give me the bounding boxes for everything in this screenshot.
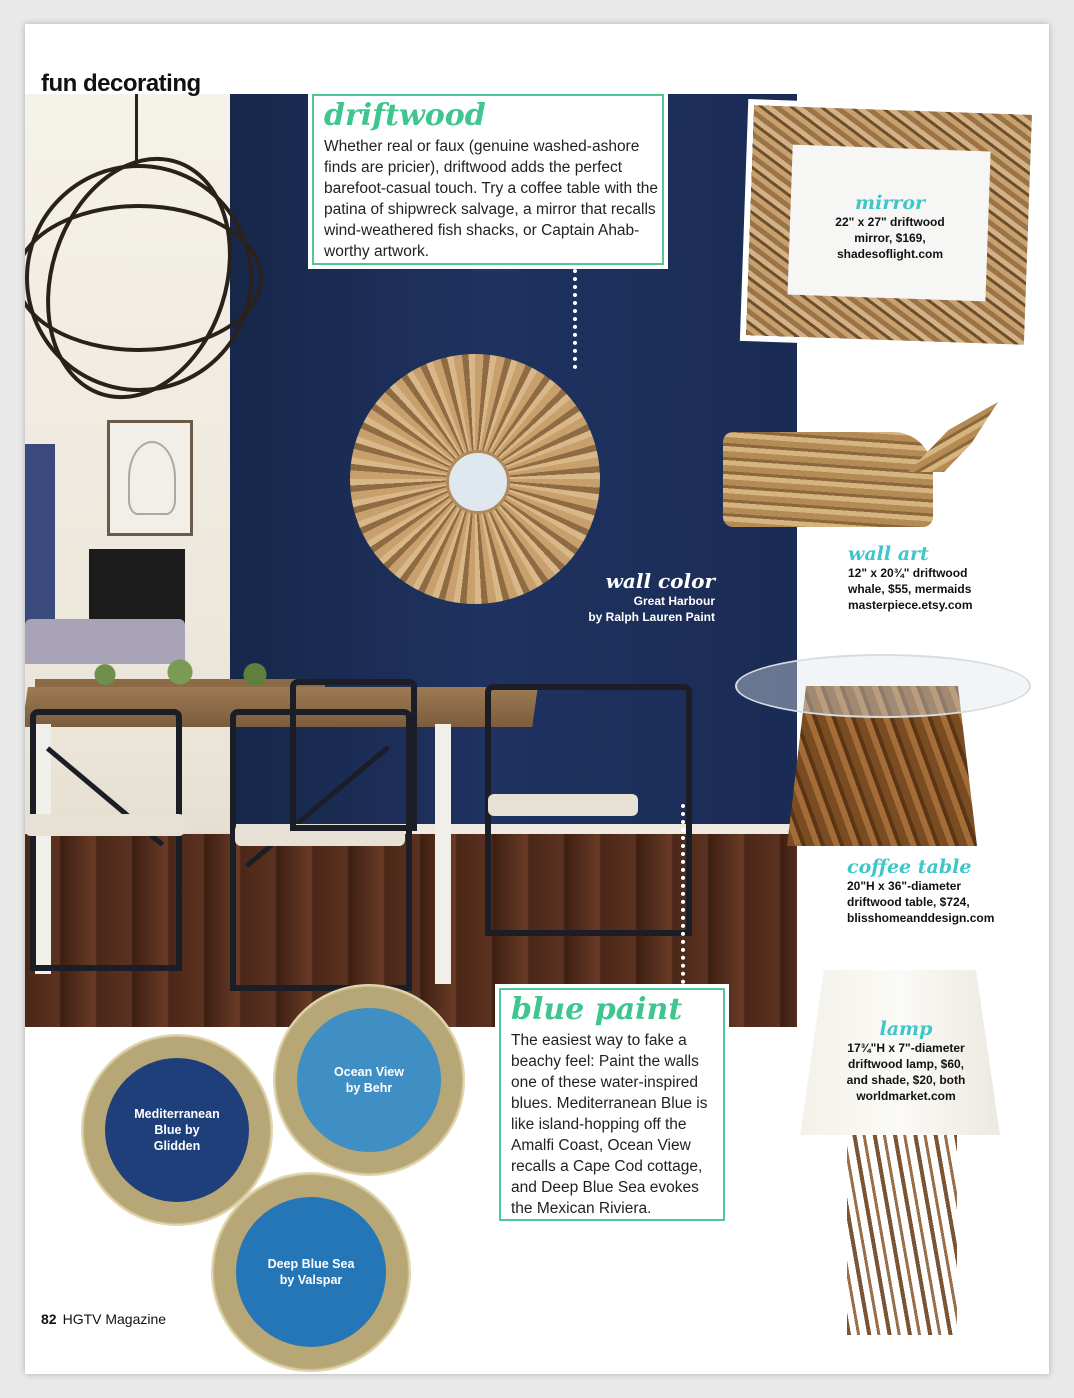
mirror-name: mirror [854,192,926,214]
paint-name: Ocean View [334,1065,404,1079]
driftwood-whale-product [723,402,1003,532]
lamp-name: lamp [879,1018,933,1040]
paint-swatch [297,1008,441,1152]
paint-can-ocean-view [273,984,465,1176]
chair-cushion [488,794,638,816]
blue-paint-body: The easiest way to fake a beachy feel: Paint the walls one of these water-inspired blues. Mediterranean Blue is like island-hopping off the Amalfi Coast, Ocean View recalls a Cape Cod cottage, and Deep Blue Sea evokes the Mexican Riviera. [511,1032,708,1217]
coffee-table-name: coffee table [847,856,972,878]
lamp-source: worldmarket.com [856,1089,956,1103]
wall-color-brand: by Ralph Lauren Paint [588,610,715,624]
wall-art-price: whale, $55, mermaids [848,582,972,596]
paint-name: Mediterranean [134,1107,220,1121]
dotted-arrow [681,804,685,984]
paint-brand: by Behr [345,1081,393,1095]
dotted-arrow [573,269,577,369]
mirror-source: shadesoflight.com [836,247,943,261]
succulents [55,659,305,685]
chandelier-chain [135,94,138,166]
driftwood-body: Whether real or faux (genuine washed-ashore finds are pricier), driftwood adds the perfect barefoot-casual touch. Try a coffee table with the patina of shipwreck salvage, a mirror that recalls wind-weathered fish shacks, or Captain Ahab-worthy artwork. [324,138,659,260]
page-number: 82 [41,1311,57,1327]
wall-art-size: 12" x 20¾" driftwood [848,566,968,580]
sunburst-driftwood-mirror [350,354,600,604]
driftwood-coffee-table-product [735,654,1030,849]
mirror-caption [820,192,960,262]
sofa [25,619,185,664]
octopus-icon [128,441,176,515]
whale-body [723,432,933,527]
paint-name: Blue by [154,1123,200,1137]
table-leg [435,724,451,984]
magazine-page [25,24,1049,1374]
coffee-table-price: driftwood table, $724, [847,895,970,909]
lamp-base [847,1135,957,1335]
paint-swatch [105,1058,249,1202]
blue-doorway [25,444,55,644]
paint-brand: by Valspar [279,1273,343,1287]
mirror-price: mirror, $169, [854,231,926,245]
orb-chandelier-ring [25,204,263,352]
wall-color-label [565,569,715,625]
octopus-art [107,420,193,536]
lamp-price: driftwood lamp, $60, [847,1057,964,1071]
wall-art-source: masterpiece.etsy.com [848,598,973,612]
coffee-table-source: blisshomeanddesign.com [847,911,995,925]
wall-color-name: Great Harbour [633,594,715,608]
coffee-table-caption [847,856,1037,926]
paint-can-deep-blue-sea [211,1172,411,1372]
blue-paint-heading: blue paint [511,992,683,1027]
page-folio [41,1311,166,1327]
paint-name: Deep Blue Sea [267,1257,355,1271]
mirror-glass [446,450,510,514]
section-title: fun decorating [41,70,201,97]
driftwood-heading: driftwood [324,98,486,133]
mirror-size: 22" x 27" driftwood [835,215,945,229]
whale-tail [908,402,998,472]
wall-art-name: wall art [848,543,929,565]
dining-chair [290,679,417,831]
chair-cushion [25,814,185,836]
driftwood-callout [312,94,664,265]
magazine-name: HGTV Magazine [62,1311,167,1327]
blue-paint-callout [499,988,725,1221]
paint-swatch [236,1197,386,1347]
fireplace [89,549,185,624]
wall-color-heading: wall color [605,569,715,593]
lamp-shade-price: and shade, $20, both [846,1073,966,1087]
lamp-size: 17¾"H x 7"-diameter [847,1041,965,1055]
paint-brand: Glidden [153,1139,201,1153]
lamp-caption [831,1018,981,1104]
table-glass-top [735,654,1031,718]
wall-art-caption [848,543,1028,613]
coffee-table-size: 20"H x 36"-diameter [847,879,962,893]
